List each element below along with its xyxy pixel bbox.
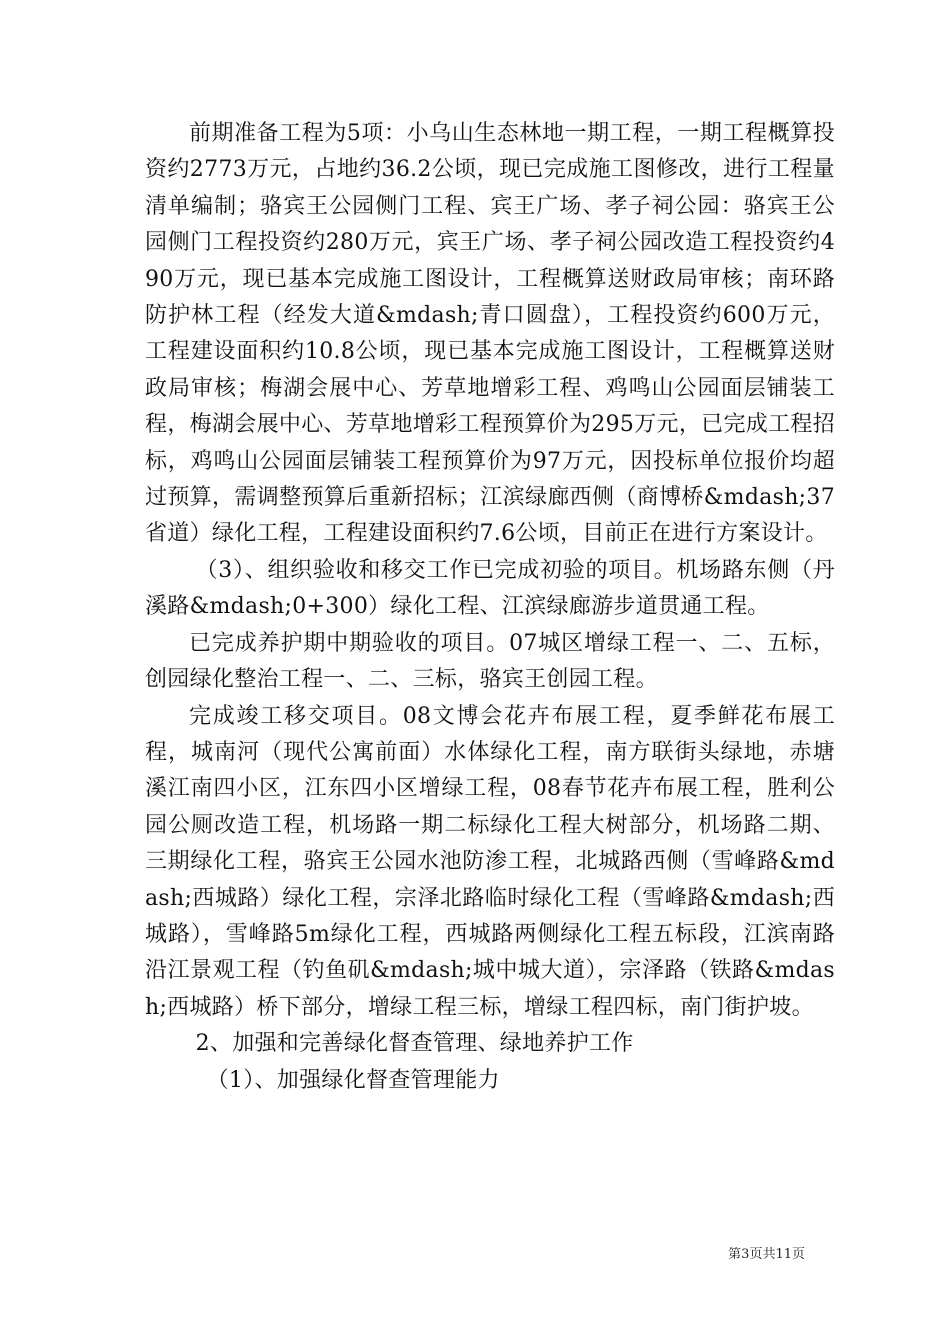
paragraph-completed-handover: 完成竣工移交项目。08文博会花卉布展工程，夏季鲜花布展工程，城南河（现代公寓前面）水体绿化工程，南方联街头绿地，赤塘溪江南四小区，江东四小区增绿工程，08春节花卉布展工程，胜利公园公厕改造工程，机场路一期二标绿化工程大树部分，机场路二期、三期绿化工程，骆宾王公园水池防渗工程，北城路西侧（雪峰路&mdash;西城路）绿化工程，宗泽北路临时绿化工程（雪峰路&mdash;西城路），雪峰路5m绿化工程，西城路两侧绿化工程五标段，江滨南路沿江景观工程（钓鱼矶&mdash;城中城大道），宗泽路（铁路&mdash;西城路）桥下部分，增绿工程三标，增绿工程四标，南门街护坡。 bbox=[145, 703, 835, 1020]
paragraph-preparatory-projects: 前期准备工程为5项：小乌山生态林地一期工程，一期工程概算投资约2773万元，占地约36.2公顷，现已完成施工图修改，进行工程量清单编制；骆宾王公园侧门工程、宾王广场、孝子祠公园：骆宾王公园侧门工程投资约280万元，宾王广场、孝子祠公园改造工程投资约490万元，现已基本完成施工图设计，工程概算送财政局审核；南环路防护林工程（经发大道&mdash;青口圆盘），工程投资约600万元，工程建设面积约10.8公顷，现已基本完成施工图设计，工程概算送财政局审核；梅湖会展中心、芳草地增彩工程、鸡鸣山公园面层铺装工程，梅湖会展中心、芳草地增彩工程预算价为295万元，已完成工程招标，鸡鸣山公园面层铺装工程预算价为97万元，因投标单位报价均超过预算，需调整预算后重新招标；江滨绿廊西侧（商博桥&mdash;37省道）绿化工程，工程建设面积约7.6公顷，目前正在进行方案设计。 bbox=[145, 121, 835, 547]
subsection-heading-supervision-capacity: （1）、加强绿化督查管理能力 bbox=[206, 1067, 500, 1093]
section-heading-supervision: 2、加强和完善绿化督查管理、绿地养护工作 bbox=[195, 1031, 634, 1057]
paragraph-maintenance-midterm: 已完成养护期中期验收的项目。07城区增绿工程一、二、五标，创园绿化整治工程一、二、三标，骆宾王创园工程。 bbox=[145, 630, 835, 693]
document-body bbox=[145, 116, 835, 1099]
page-number-footer: 第3页共11页 bbox=[728, 1247, 805, 1262]
paragraph-acceptance-handover: （3）、组织验收和移交工作已完成初验的项目。机场路东侧（丹溪路&mdash;0+300）绿化工程、江滨绿廊游步道贯通工程。 bbox=[145, 557, 835, 620]
